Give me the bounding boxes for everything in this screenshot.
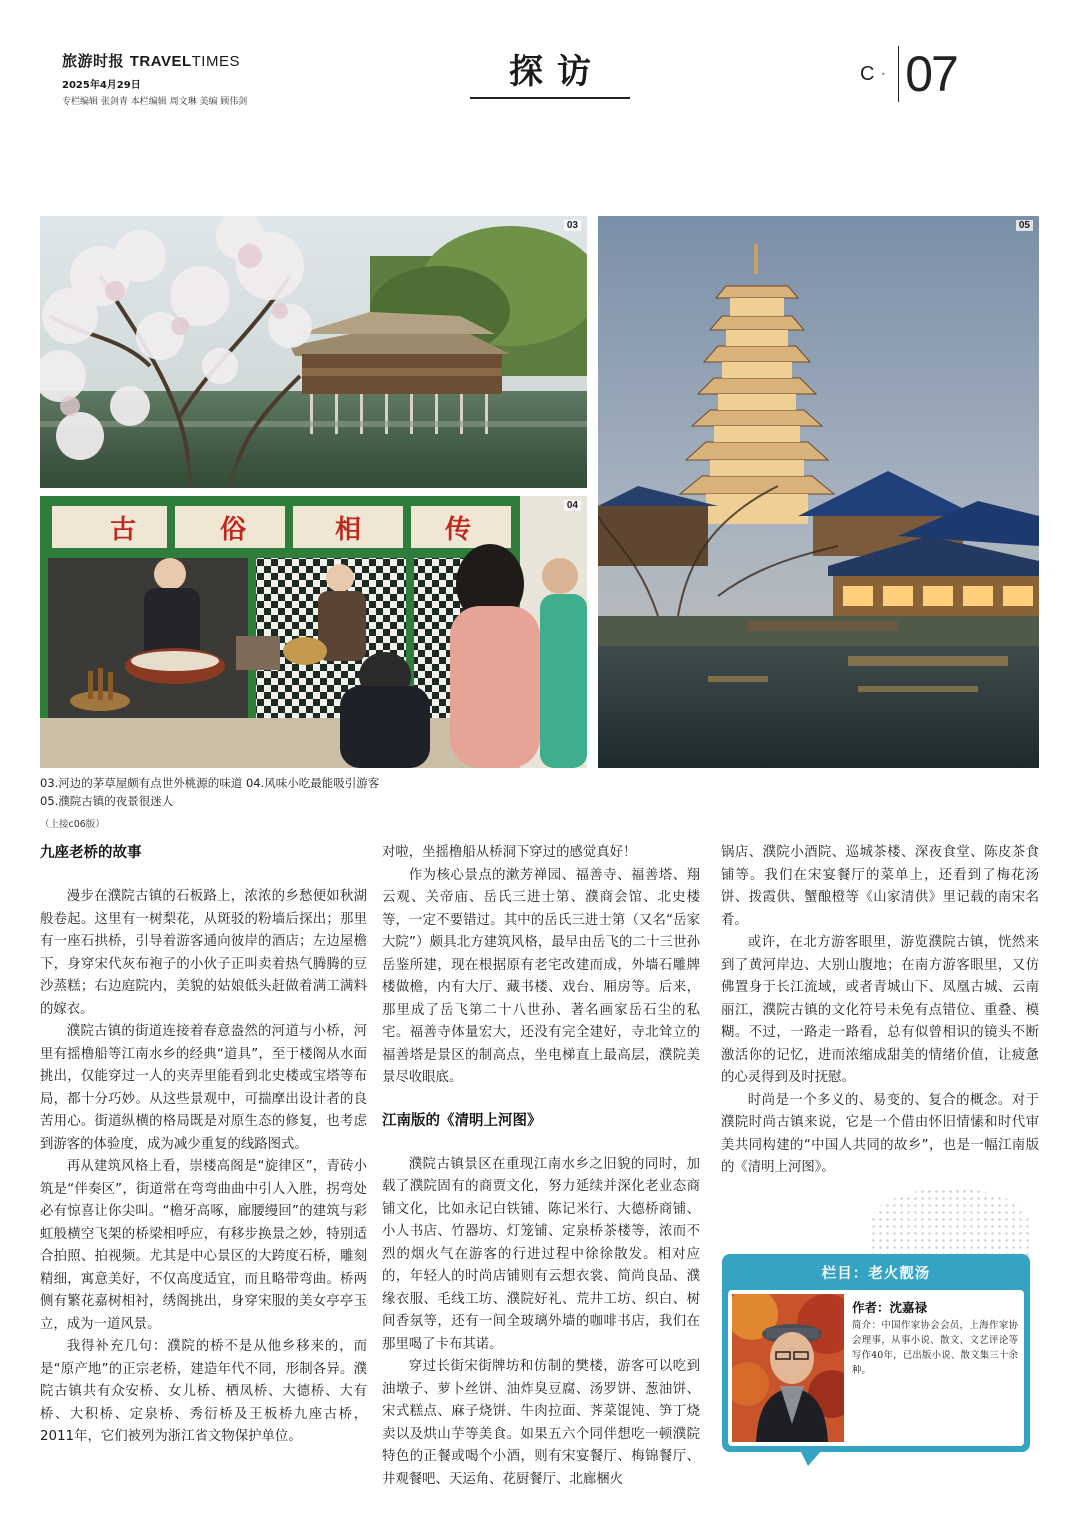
article-column-1	[40, 842, 367, 1449]
section-title-rule	[470, 97, 630, 99]
column-title: 栏目：老火靓汤	[821, 1266, 931, 1282]
author-bio: 简介：中国作家协会会员，上海作家协会理事，从事小说、散文、文艺评论等写作40年，已出版小说、散文集三十余种。	[852, 1320, 1018, 1376]
section-letter: C	[860, 62, 879, 85]
photo-snack-stall	[40, 496, 587, 768]
pagoda-night-illustration	[598, 216, 1039, 768]
page-number: 07	[905, 46, 957, 102]
issue-date: 2025年4月29日	[62, 80, 141, 91]
photo-pagoda-night	[598, 216, 1039, 768]
shop-sign-char-1: 古	[110, 515, 137, 545]
shop-sign-char-2: 俗	[220, 515, 247, 545]
separator-dot: ·	[880, 63, 887, 85]
thatched-house-illustration	[40, 216, 587, 488]
column-author-card	[722, 1254, 1030, 1452]
photo-tag-03: 03	[564, 220, 581, 231]
snack-stall-illustration	[40, 496, 587, 768]
author-portrait	[732, 1294, 844, 1442]
article-column-3	[721, 842, 1039, 1180]
author-portrait-illustration	[732, 1294, 844, 1442]
shop-sign-char-3: 相	[335, 515, 362, 545]
continued-from-note: （上接c06版）	[40, 819, 105, 830]
page-number-block	[860, 46, 957, 102]
section-title: 探访	[509, 52, 605, 92]
article-column-2	[382, 842, 700, 1491]
heading-qingming-scroll: 江南版的《清明上河图》	[382, 1112, 542, 1129]
paragraph-continuation: 锅店、濮院小酒院、巡城茶楼、深夜食堂、陈皮茶食铺等。我们在宋宴餐厅的菜单上，还看到了梅花汤饼、拨霞供、蟹酿橙等《山家清供》里记载的南宋名肴。	[721, 845, 1039, 928]
photo-captions	[40, 774, 640, 810]
author-name: 作者：沈嘉禄	[852, 1300, 928, 1315]
paragraph: 时尚是一个多义的、易变的、复合的概念。对于濮院时尚古镇来说，它是一个借由怀旧情愫和时代审美共同构建的“中国人共同的故乡”，也是一幅江南版的《清明上河图》。	[721, 1092, 1039, 1175]
paragraph: 或许，在北方游客眼里，游览濮院古镇，恍然来到了黄河岸边、大别山腹地；在南方游客眼里，又仿佛置身于长江流域，或者青城山下、凤凰古城、云南丽江，濮院古镇的文化符号未免有点错位、重叠、模糊。不过，一路走一路看，总有似曾相识的镜头不断激活你的记忆，进而浓缩成甜美的情绪价值，让疲惫的心灵得到及时抚慰。	[721, 935, 1039, 1085]
caption-line-1: 03.河边的茅草屋颇有点世外桃源的味道 04.风味小吃最能吸引游客	[40, 776, 380, 790]
card-speech-pointer	[800, 1450, 822, 1466]
caption-line-2: 05.濮院古镇的夜景很迷人	[40, 794, 174, 808]
paragraph-continuation: 对啦，坐摇橹船从桥洞下穿过的感觉真好！	[382, 845, 637, 860]
photo-tag-05: 05	[1016, 220, 1033, 231]
editors-line: 专栏编辑 张剑青 本栏编辑 周文琳 美编 顾伟剑	[62, 97, 248, 107]
dot-pattern-decoration	[870, 1188, 1030, 1260]
masthead	[62, 50, 362, 107]
page-number-divider	[898, 46, 899, 102]
brand-en-light: TIMES	[191, 53, 240, 70]
heading-nine-old-bridges: 九座老桥的故事	[40, 845, 142, 861]
paragraph: 作为核心景点的漱芳禅园、福善寺、福善塔、翔云观、关帝庙、岳氏三进士第、濮商会馆、北史楼等，一定不要错过。其中的岳氏三进士第（又名“岳家大院”）颇具北方建筑风格，最早由岳飞的二十三世孙岳鉴所建，现在根据原有老宅改建而成，外墙石雕牌楼做檐，内有大厅、藏书楼、戏台、厢房等。后来，那里成了岳飞第二十八世孙、著名画家岳石尘的私宅。福善寺体量宏大，还没有完全建好，寺北耸立的福善塔是景区的制高点，坐电梯直上最高层，濮院美景尽收眼底。	[382, 867, 700, 1085]
brand-en-bold: TRAVEL	[129, 53, 192, 70]
paragraph: 漫步在濮院古镇的石板路上，浓浓的乡愁便如秋湖般卷起。这里有一树梨花，从斑驳的粉墙后探出；那里有一座石拱桥，引导着游客通向彼岸的酒店；左边屋檐下，身穿宋代灰布袍子的小伙子正叫卖着热气腾腾的豆沙蒸糕；右边庭院内，美貌的姑娘低头赶做着满工满料的嫁衣。	[40, 889, 367, 1017]
newspaper-brand	[62, 50, 362, 71]
brand-cn: 旅游时报	[62, 52, 125, 70]
paragraph: 我得补充几句：濮院的桥不是从他乡移来的，而是“原产地”的正宗老桥，建造年代不同，形制各异。濮院古镇共有众安桥、女儿桥、栖凤桥、大德桥、大有桥、大积桥、定泉桥、秀衍桥及王板桥九座古桥，2011年，它们被列为浙江省文物保护单位。	[40, 1339, 367, 1444]
author-info-panel	[728, 1290, 1024, 1446]
paragraph: 濮院古镇的街道连接着春意盎然的河道与小桥，河里有摇橹船等江南水乡的经典“道具”，至于楼阁从水面挑出，仅能穿过一人的夹弄里能看到北史楼或宝塔等布局，都十分巧妙。从这些景观中，可揣摩出设计者的良苦用心。街道纵横的格局既是对原生态的修复，也考虑到游客的体验度，成为减少重复的线路图式。	[40, 1024, 367, 1152]
photo-thatched-house	[40, 216, 587, 488]
shop-sign-char-4: 传	[445, 515, 472, 545]
paragraph: 穿过长街宋街牌坊和仿制的樊楼，游客可以吃到油墩子、萝卜丝饼、油炸臭豆腐、汤罗饼、葱油饼、宋式糕点、麻子烧饼、牛肉拉面、荠菜馄饨、笋丁烧卖以及烘山芋等美食。如果五六个同伴想吃一顿濮院特色的正餐或喝个小酒，则有宋宴餐厅、梅锦餐厅、井观餐吧、天运角、花厨餐厅、北廊梱火	[382, 1359, 700, 1487]
paragraph: 濮院古镇景区在重现江南水乡之旧貌的同时，加载了濮院固有的商贾文化，努力延续并深化老业态商铺文化，比如永记白铁铺、陈记米行、大德桥商铺、小人书店、竹器坊、灯笼铺、定泉桥茶楼等，浓而不烈的烟火气在游客的行进过程中徐徐散发。相对应的，年轻人的时尚店铺则有云想衣裳、简尚良品、濮缘衣服、毛线工坊、濮院好礼、荒井工坊、织白、树间香氛等，还有一间全玻璃外墙的咖啡书店，我们在那里喝了卡布其诺。	[382, 1156, 700, 1352]
photo-tag-04: 04	[564, 500, 581, 511]
paragraph: 再从建筑风格上看，崇楼高阁是“旋律区”，青砖小筑是“伴奏区”，街道常在弯弯曲曲中引人入胜，拐弯处必有惊喜让你尖叫。“檐牙高啄，廊腰缦回”的建筑与彩虹般横空飞架的桥梁相呼应，有移步换景之妙，特别适合拍照、拍视频。尤其是中心景区的大跨度石桥，雕刻精细，寓意美好，不仅高度适宜，而且略带弯曲。桥两侧有繁花嘉树相衬，绣阁挑出，身穿宋服的美女亭亭玉立，成为一道风景。	[40, 1159, 367, 1332]
